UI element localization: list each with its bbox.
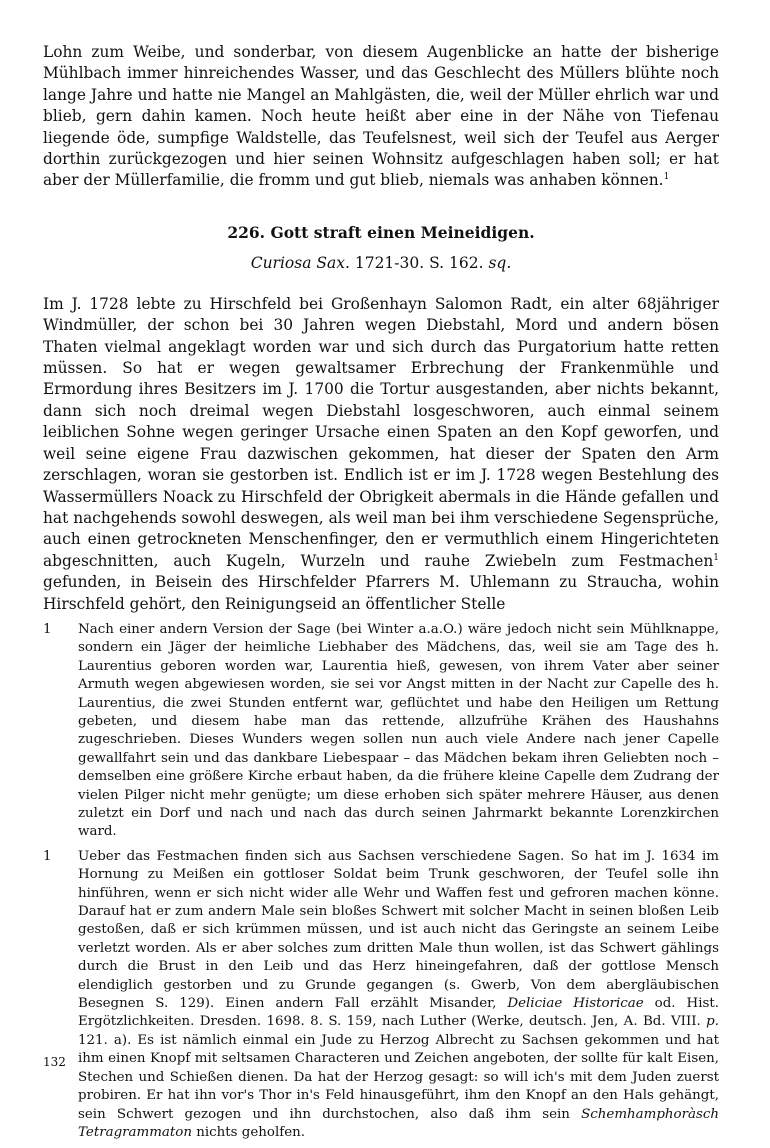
footnotes [43,621,719,1142]
footnote-text-part: Ueber das Festmachen finden sich aus Sachsen verschiedene Sagen. So hat im J. 1634 im Hornung zu Meißen ein gottloser Soldat beim Trunk geschworen, der Teufel solle ihn hinführen, wenn er sich nicht wider alle Wehr und Waffen fest und gefroren machen könne. Darauf hat er zum andern Male sein bloßes Schwert mit solcher Macht in seinen bloßen Leib gestoßen, daß er sich krümmen müssen, und ist auch nicht das Geringste an seinem Leibe verletzt worden. Als er aber solches zum dritten Male thun wollen, ist das Schwert gählings durch die Brust in den Leib und das Herz hineingefahren, daß der gottlose Mensch elendiglich gestorben und zu Grunde gegangen (s. Gwerb, Von dem abergläubischen Besegnen S. 129). Einen andern Fall erzählt Misander, [78,848,719,1012]
footnote-text: Nach einer andern Version der Sage (bei Winter a.a.O.) wäre jedoch nicht sein Mühlknappe, sondern ein Jäger der heimliche Liebhaber des Mädchens, das, weil sie am Tage des h. Laurentius geboren worden war, Laurentia hieß, gewesen, von ihrem Vater aber seiner Armuth wegen abgewiesen worden, sie sei vor Angst mitten in der Nacht zur Capelle des h. Laurentius, die zwei Stunden entfernt war, geflüchtet und habe den Heiligen um Rettung gebeten, und diesem habe man das rettende, allzufrühe Krähen des Haushahns zugeschrieben. Dieses Wunders wegen sollen nun auch viele Andere nach jener Capelle gewallfahrt sein und das dankbare Liebespaar – das Mädchen bekam ihren Geliebten noch – demselben eine größere Kirche erbaut haben, da die frühere kleine Capelle dem Zudrang der vielen Pilger nicht mehr genügte; um diese erhoben sich später mehrere Häuser, aus denen zuletzt ein Dorf und nach und nach das durch seinen Jahrmarkt bekannte Lorenzkirchen ward. [78,621,719,840]
section-source [43,253,719,274]
paragraph-main [43,294,719,615]
footnote-reference[interactable]: 1 [663,172,670,183]
footnote [43,621,719,842]
footnote-italic-name: Schemhamphoràsch Tetragrammaton [78,1106,719,1140]
footnote-number: 1 [43,848,52,864]
source-title: Curiosa Sax. [250,253,350,272]
footnote-italic-title: Deliciae Historicae [507,996,644,1012]
source-sq: sq. [488,253,512,272]
source-reference: 1721-30. S. 162. [349,253,489,272]
footnote-text-part: 121. a). Es ist nämlich einmal ein Jude zu Herzog Albrecht zu Sachsen gekommen und hat ihm einen Knopf mit seltsamen Characteren und Zeichen angeboten, der sollte für kalt Eisen, Stechen und Schießen dienen. Da hat der Herzog gesagt: so will ich's mit dem Juden zuerst probiren. Er hat ihn vor's Thor in's Feld hinausgeführt, ihm den Knopf an den Hals gehängt, sein Schwert gezogen und ihn durchstochen, also daß ihm sein [78,1032,719,1122]
footnote-text [78,848,719,1143]
footnote-text-part: od. Hist. Ergötzlichkeiten. Dresden. 1698. 8. S. 159, nach Luther (Werke, deutsch. Jen, A. Bd. VIII. [78,996,719,1030]
paragraph-text: Lohn zum Weibe, und sonderbar, von diesem Augenblicke an hatte der bisherige Mühlbach immer hinreichendes Wasser, und das Geschlecht des Müllers blühte noch lange Jahre und hatte nie Mangel an Mahlgästen, die, weil der Müller ehrlich war und blieb, gern dahin kamen. Noch heute heißt aber eine in der Nähe von Tiefenau liegende öde, sumpfige Waldstelle, das Teufelsnest, weil sich der Teufel aus Aerger dorthin zurückgezogen und hier seinen Wohnsitz aufgeschlagen haben soll; er hat aber der Müllerfamilie, die fromm und gut blieb, niemals was anhaben können. [43,43,719,190]
page-number: 132 [43,1055,66,1069]
page-body [43,42,719,1148]
paragraph-text: Im J. 1728 lebte zu Hirschfeld bei Großenhayn Salomon Radt, ein alter 68jähriger Windmüller, der schon bei 30 Jahren wegen Diebstahl, Mord und andern bösen Thaten vielmal angeklagt worden war und sich durch das Purgatorium hatte retten müssen. So hat er wegen gewaltsamer Erbrechung der Frankenmühle und Ermordung ihres Besitzers im J. 1700 die Tortur ausgestanden, aber nichts bekannt, dann sich noch dreimal wegen Diebstahl losgeschworen, auch einmal seinem leiblichen Sohne wegen geringer Ursache einen Spaten an den Kopf geworfen, und weil seine eigene Frau dazwischen gekommen, hat dieser der Spaten den Arm zerschlagen, woran sie gestorben ist. Endlich ist er im J. 1728 wegen Bestehlung des Wassermüllers Noack zu Hirschfeld der Obrigkeit abermals in die Hände gefallen und hat nachgehends sowohl deswegen, als weil man bei ihm verschiedene Segensprüche, auch einen getrockneten Menschenfinger, den er vermuthlich einem Hingerichteten abgeschnitten, auch Kugeln, Wurzeln und rauhe Zwiebeln zum Festmachen [43,294,719,570]
paragraph-text-continued: gefunden, in Beisein des Hirschfelder Pfarrers M. Uhlemann zu Straucha, wohin Hirschfeld gehört, den Reinigungseid an öffentlicher Stelle [43,573,719,613]
footnote-text-part: nichts geholfen. [191,1124,306,1140]
footnote-number: 1 [43,621,52,637]
footnote [43,848,719,1143]
section-heading: 226. Gott straft einen Meineidigen. [227,222,535,242]
footnote-italic-p: p. [706,1014,719,1030]
paragraph-continuation [43,42,719,192]
footnote-reference[interactable]: 1 [713,552,719,563]
